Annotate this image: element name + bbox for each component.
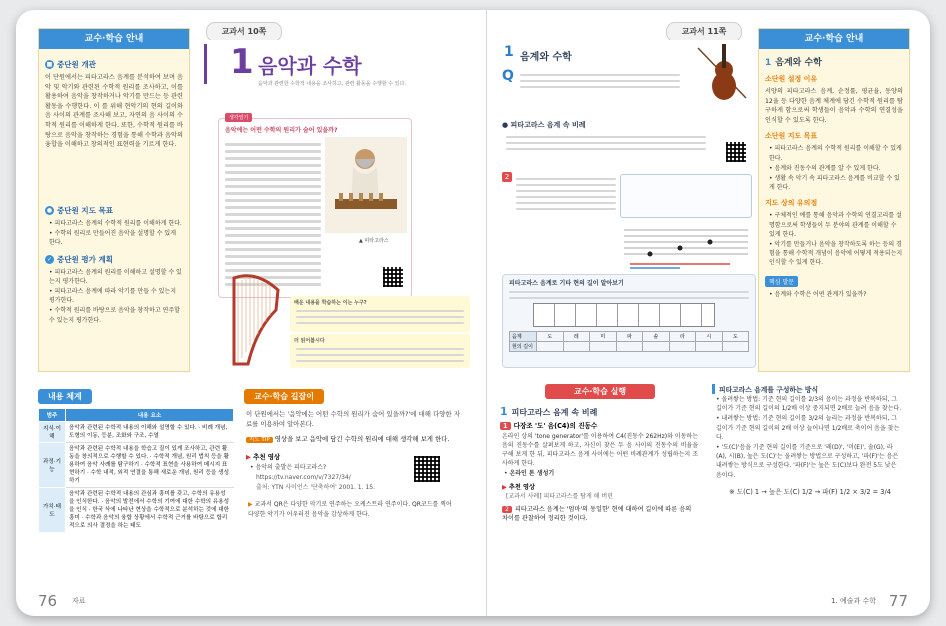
checklist-icon: ✓ bbox=[46, 255, 53, 263]
method-3: '도(C)'음을 기준 현의 길이를 기준으로 '레(D)', '미(E)', 솔(G), 라(A), 시(B), 높은 도(C)'는 올려쌓는 방법으로 구성하고, '파(F)'는 음은 내려쌓는 방식으로 구성한다. '파(F)'는 높은 도(C)보다 완전 5도 낮은 음이다. bbox=[716, 444, 899, 479]
eval-item: • 수학적 원리를 바탕으로 음악을 창작하고 연주할 수 있는지 평가한다. bbox=[49, 307, 180, 324]
tip-row bbox=[246, 435, 460, 446]
caution-bullet: • 악기를 만들거나 음악을 창작하도록 하는 등의 경험을 통해 수학적 개념이 음악에 어떻게 적용되는지 인식할 수 있게 한다. bbox=[769, 241, 903, 267]
goal-title: 소단원 지도 목표 bbox=[765, 132, 818, 141]
reason-text: 서양의 피타고라스 음계, 순정률, 평균율, 동양의 12율 등 다양한 음계 체계에 담긴 수학적 원리를 탐구하게 함으로써 학생들이 음악과 수학의 연결성을 인식할 수 있도록 한다. bbox=[765, 88, 903, 124]
goal-item: • 수학의 원리로 만들어진 음악을 설명할 수 있게 한다. bbox=[49, 230, 177, 247]
guide-intro: 이 단원에서는 '음악에는 어떤 수학의 원리가 숨어 있을까?'에 대해 다양한 자료를 이용하여 알아본다. bbox=[246, 410, 460, 428]
guitar-fret-diagram bbox=[533, 303, 715, 327]
item1-badge: 1 bbox=[500, 422, 511, 430]
exec-header: 교수·학습 실행 bbox=[545, 384, 655, 399]
box-title: 음악에는 어떤 수학의 원리가 숨어 있을까? bbox=[225, 127, 338, 134]
key-question-text: 음계와 수학은 어떤 관계가 있을까? bbox=[774, 290, 867, 298]
qr-note-text: 교과서 QR은 다양한 악기로 연주하는 오케스트라 연주이다. QR코드를 찍어 다양한 악기가 어우러진 음악을 감상하게 한다. bbox=[248, 501, 452, 518]
note-cell: 파 bbox=[616, 332, 643, 342]
method-item: • '도(C)'음을 기준 현의 길이를 기준으로 '레(D)', '미(E)', 솔(G), 라(A), 시(B), 높은 도(C)'는 올려쌓는 방법으로 구성하고, '파(F)'는 음은 내려쌓는 방식으로 구성한다. '파(F)'는 높은 도(C)보다 완전 5도 낮은 음이다. bbox=[716, 444, 899, 479]
goal-bullet: • 음계와 진동수의 관계를 알 수 있게 한다. bbox=[769, 164, 881, 172]
textbook-page-10 bbox=[196, 40, 474, 370]
overview-text: 이 단원에서는 피타고라스 음계를 분석하여 보며 음악 및 악기와 관련된 수학적 원리를 조사하고, 이를 활용하여 음악을 창작하거나 악기를 만드는 등 관련 활동을 수행한다. 이 를 위해 현악기의 현의 길이와 음 사이의 관계를 조사해 보고, 자연의 음 사이의 수학적 원리를 이해하게 한다. 또한, 수학적 원리를 바탕으로 음악을 창작하는 경험을 통해 수학과 음악의 융합을 이해하고 창의적인 표현력을 기르게 한다. bbox=[45, 74, 183, 149]
purple-bar bbox=[204, 44, 207, 84]
item1-title: 다장조 '도' 음(C4)의 진동수 bbox=[513, 422, 598, 430]
note-cell: 미 bbox=[590, 332, 617, 342]
item2-badge: 2 bbox=[502, 506, 512, 513]
row-category: 과정·기능 bbox=[39, 443, 66, 488]
caution-bullet: • 구체적인 예를 통해 음악과 수학의 연결고리를 설명함으로써 학생들이 두 분야의 관계를 이해할 수 있게 한다. bbox=[769, 212, 902, 238]
caution-2: 악기를 만들거나 음악을 창작하도록 하는 등의 경험을 통해 수학적 개념이 음악에 어떻게 적용되는지 인식할 수 있게 한다. bbox=[769, 241, 903, 267]
methods-title-text: 피타고라스 음계를 구성하는 방식 bbox=[719, 386, 819, 394]
page-label-left: 자료 bbox=[72, 597, 86, 605]
textbook-spread bbox=[16, 10, 930, 616]
method-2: 내려쌓는 방법: 기준 현의 길이를 3/2의 늘리는 과정을 반복하되, 그 길이가 기준 현의 길이의 2배 이상 늘어나면 1/2배로 축이어 음을 찾는다. bbox=[716, 415, 900, 441]
col-content: 내용 요소 bbox=[66, 409, 234, 422]
book-icon: ■ bbox=[46, 61, 53, 68]
goal-item-1: 피타고라스 음계의 수학적 원리를 이해하게 한다. bbox=[54, 220, 182, 227]
note-cell: 도 bbox=[722, 332, 749, 342]
step-title-text: 피타고라스 음계 속 비례 bbox=[511, 408, 598, 417]
note-cell: 시 bbox=[696, 332, 723, 342]
right-guide-title-text: 음계와 수학 bbox=[775, 58, 822, 68]
col-category: 범주 bbox=[39, 409, 66, 422]
activity-3-lines bbox=[509, 291, 749, 299]
page-number-77: 77 bbox=[888, 592, 908, 610]
right-guide-title bbox=[765, 55, 903, 68]
overview-label: 중단원 개관 bbox=[57, 60, 96, 69]
activity-3-title: 피타고라스 음계로 기타 현의 길이 알아보기 bbox=[509, 280, 624, 287]
activity-2-badge: 2 bbox=[502, 172, 512, 182]
row-text: 음악과 관련된 수학적 내용의 관심과 흥미를 갖고, 수학의 유용성을 인식한다. · 음악의 발전에서 수학의 기여에 대한 수학의 유용성을 인식 · 한국 삭에 나타난 현상을 수학적으로 분석하는 것에 대한 흥미 · 수학과 음악의 융합 상황에서 수학적 근거를 바탕으로 합리적으로 의사 결정을 하는 태도 bbox=[69, 491, 230, 529]
reason-title: 소단원 설정 이유 bbox=[765, 75, 818, 83]
item2-heading bbox=[502, 505, 698, 523]
table-row bbox=[39, 422, 234, 443]
goal-bullet: • 생활 속 악기 속 피타고라스 음계를 비교할 수 있게 한다. bbox=[769, 174, 900, 192]
qr-note bbox=[248, 500, 456, 518]
length-row bbox=[510, 342, 749, 352]
exec-rec-text[interactable]: [교과서 사례] 피타고라스를 탐게 해 버린 bbox=[506, 493, 613, 501]
activity-3-box bbox=[502, 274, 756, 368]
tip-text: 영상을 보고 음악에 담긴 수학의 원리에 대해 생각해 보게 한다. bbox=[274, 435, 450, 444]
row-category: 지식·이해 bbox=[39, 422, 66, 443]
harp-illustration bbox=[226, 270, 282, 366]
side-box-1-title: 배운 내용을 학습하는 이는 누구? bbox=[294, 300, 367, 306]
table-header-row bbox=[39, 409, 234, 422]
table-row bbox=[39, 443, 234, 488]
staff-diagram bbox=[620, 220, 752, 272]
scale-table bbox=[509, 331, 749, 352]
note-box bbox=[620, 174, 752, 218]
exec-step-title bbox=[500, 405, 700, 418]
goals-label: 중단원 지도 목표 bbox=[57, 206, 113, 215]
item2-text: 피타고라스 음계는 '엄마'의 동일한' 현에 대하여 길이에 따른 음의 차이를 관찰하여 정리한 것이다. bbox=[502, 506, 692, 523]
section-overview-title bbox=[45, 59, 189, 70]
method-item: • 올려쌓는 방법: 기준 현의 길이를 2/3의 음이는 과정을 반복하되, 그 길이가 기준 현의 길이의 1/2배 이상 중지되면 2배로 늘려 음을 찾는다. bbox=[716, 396, 902, 413]
rec-source: 출처: YTN 사이언스 '단축하여' 2001. 1. 15. bbox=[256, 484, 375, 492]
method-1: 올려쌓는 방법: 기준 현의 길이를 2/3의 음이는 과정을 반복하되, 그 길이가 기준 현의 길이의 1/2배 이상 중지되면 2배로 늘려 음을 찾는다. bbox=[716, 396, 902, 413]
chapter-number-77: 1 bbox=[504, 44, 514, 60]
arrow-icon: ▶ bbox=[248, 501, 253, 509]
key-question-label: 핵심 발문 bbox=[765, 276, 798, 287]
right-guide-panel bbox=[758, 28, 910, 372]
item1-tool-text: 온라인 톤 생성기 bbox=[509, 470, 555, 477]
intro-lines bbox=[520, 70, 680, 92]
section-1-label: 피타고라스 음계 속 비례 bbox=[510, 121, 586, 129]
exec-rec-label: 추천 영상 bbox=[508, 484, 535, 492]
rec-video-label: 추천 영상 bbox=[253, 452, 281, 461]
note-cell: 솔 bbox=[643, 332, 670, 342]
left-guide-panel bbox=[38, 28, 190, 372]
box-tag: 생각열기 bbox=[225, 113, 252, 122]
chapter-number: 1 bbox=[230, 42, 254, 82]
section-title-77: 음계와 수학 bbox=[520, 52, 572, 63]
table-row bbox=[39, 488, 234, 533]
qr-code-guide[interactable] bbox=[414, 456, 440, 482]
row-category: 가치·태도 bbox=[39, 488, 66, 533]
search-icon: ● bbox=[46, 207, 53, 214]
item1-heading bbox=[500, 420, 700, 430]
eval-item-3: 수학적 원리를 바탕으로 음악을 창작하고 연주할 수 있는지 평가한다. bbox=[49, 307, 180, 324]
page-number-76: 76 bbox=[38, 592, 58, 610]
r-goal-2: 음계와 진동수의 관계를 알 수 있게 한다. bbox=[774, 164, 881, 172]
teaching-guide-section bbox=[244, 384, 462, 574]
note-cell: 도 bbox=[537, 332, 564, 342]
content-system-table bbox=[38, 408, 234, 533]
goal-item-2: 수학의 원리로 만들어진 음악을 설명할 수 있게 한다. bbox=[49, 230, 177, 247]
length-row-label: 현의 길이 bbox=[510, 342, 537, 352]
item1-text: 온라인 상의 'tone generator'를 이용하여 C4(진동수 262Hz)와 이동하는 음의 진동수를 살펴보게 하고, 자신이 찾은 두 음 사이의 진동수의 비율을 구해 보게 한 뒤, 피타고라스 음계 사이에는 어떤 비례관계가 성립하는지 조사하게 한다. bbox=[502, 433, 698, 467]
tab-textbook-page-11[interactable]: 교과서 11쪽 bbox=[666, 22, 742, 42]
r-goal-1: 피타고라스 음계의 수학적 원리를 이해할 수 있게 한다. bbox=[769, 145, 902, 162]
section-eval-title bbox=[45, 254, 189, 265]
teaching-guide-header: 교수·학습 길잡이 bbox=[244, 389, 324, 404]
right-guide-num: 1 bbox=[765, 58, 772, 68]
row-text: 음악과 관련된 수학적 내용의 이해와 설명할 수 있다. · 비례 개념, 도형의 이동, 등분, 조화와 구조, 수열 bbox=[66, 422, 234, 443]
side-box-1 bbox=[290, 296, 470, 332]
formula: ※ 도(C) 1 → 높은 도(C) 1/2 → 파(F) 1/2 × 3/2 = 3/4 bbox=[729, 487, 891, 496]
page-label-right: 1. 예술과 수학 bbox=[831, 597, 876, 605]
textbook-page-11 bbox=[498, 40, 758, 370]
rec-link[interactable]: https://tv.naver.com/v/7327/34/ bbox=[256, 473, 351, 481]
activity-2-lines bbox=[516, 174, 616, 214]
side-box-2-lines bbox=[296, 348, 464, 362]
tab-textbook-page-10[interactable]: 교과서 10쪽 bbox=[206, 22, 282, 42]
right-guide-header: 교수·학습 안내 bbox=[759, 29, 909, 49]
q-mark: Q bbox=[502, 68, 514, 84]
side-box-2 bbox=[290, 334, 470, 368]
section-1-heading: ● 피타고라스 음계 속 비례 bbox=[502, 121, 586, 129]
step-num: 1 bbox=[500, 405, 508, 418]
caution-1: 구체적인 예를 통해 음악과 수학의 연결고리를 설명함으로써 학생들이 두 분야의 관계를 이해할 수 있게 한다. bbox=[769, 212, 902, 238]
eval-label: 중단원 평가 계획 bbox=[57, 254, 113, 264]
violin-illustration bbox=[694, 42, 750, 102]
caution-title: 지도 상의 유의점 bbox=[765, 199, 818, 208]
eval-item-2: 피타고라스 음계에 따라 악기를 만들 수 있는지 평가한다. bbox=[49, 288, 177, 305]
chapter-subtitle: 음악과 관련한 수학적 내용을 조사하고, 관련 활동을 수행할 수 있다. bbox=[258, 81, 406, 87]
content-system-header: 내용 체계 bbox=[38, 389, 92, 404]
scale-row bbox=[510, 332, 749, 342]
section-1-lines bbox=[506, 132, 706, 154]
rec-item-1: 음악의 출발은 피타고라스? bbox=[255, 463, 327, 471]
row-text: 음악과 관련된 수학적 내용을 학습고 질이 있게 조사하고, 관련 활동을 창의적으로 수행할 수 있다. · 수학적 개념, 원리 법칙 등을 활용하여 음악 사례를 탐구하기 · 수학적 표현을 사용하여 메시지 표현하기 · 수학 내적, 외적 연결을 통해 새로운 개념, 원리 등을 생성하기 bbox=[66, 443, 234, 488]
pythagoras-illustration bbox=[325, 137, 407, 233]
r-goal-3: 생활 속 악기 속 피타고라스 음계를 비교할 수 있게 한다. bbox=[769, 174, 900, 192]
note-cell: 라 bbox=[669, 332, 696, 342]
note-cell: 레 bbox=[563, 332, 590, 342]
item1-tool: • 온라인 톤 생성기 bbox=[504, 470, 555, 477]
play-icon: ▶ bbox=[502, 484, 507, 492]
eval-item: • 피타고라스 음계의 원리를 이해하고 설명할 수 있는지 평가한다. bbox=[49, 268, 182, 285]
tip-badge: 지도 TIP bbox=[246, 437, 273, 443]
qr-code[interactable] bbox=[383, 267, 403, 287]
left-guide-header: 교수·학습 안내 bbox=[39, 29, 189, 49]
pythagoras-methods-section bbox=[712, 384, 908, 574]
chapter-title: 음악과 수학 bbox=[258, 54, 362, 78]
eval-item-1: 피타고라스 음계의 원리를 이해하고 설명할 수 있는지 평가한다. bbox=[49, 268, 182, 285]
side-box-2-title: 더 읽어봅시다 bbox=[294, 338, 325, 344]
illustration-caption: ▲ 피타고라스 bbox=[359, 238, 389, 244]
eval-item: • 피타고라스 음계에 따라 악기를 만들 수 있는지 평가한다. bbox=[49, 288, 177, 305]
exec-rec-video bbox=[502, 482, 698, 491]
goal-item: • 피타고라스 음계의 수학적 원리를 이해하게 한다. bbox=[49, 220, 182, 227]
content-system-section bbox=[38, 384, 234, 574]
section-goals-title bbox=[45, 205, 189, 216]
scale-row-label: 음계 bbox=[510, 332, 537, 342]
key-question: • 음계와 수학은 어떤 관계가 있을까? bbox=[769, 290, 867, 298]
box-text-lines bbox=[225, 139, 321, 290]
play-icon: ▶ bbox=[246, 452, 251, 461]
method-item: • 내려쌓는 방법: 기준 현의 길이를 3/2의 늘리는 과정을 반복하되, 그 길이가 기준 현의 길이의 2배 이상 늘어나면 1/2배로 축이어 음을 찾는다. bbox=[716, 415, 900, 441]
methods-title bbox=[712, 384, 908, 394]
qr-code-77[interactable] bbox=[726, 142, 746, 162]
spine-divider bbox=[486, 10, 487, 616]
goal-bullet: • 피타고라스 음계의 수학적 원리를 이해할 수 있게 한다. bbox=[769, 145, 902, 162]
rec-item: • 음악의 출발은 피타고라스? bbox=[250, 463, 327, 471]
side-box-1-lines bbox=[296, 310, 464, 324]
teaching-exec-section bbox=[500, 384, 700, 574]
